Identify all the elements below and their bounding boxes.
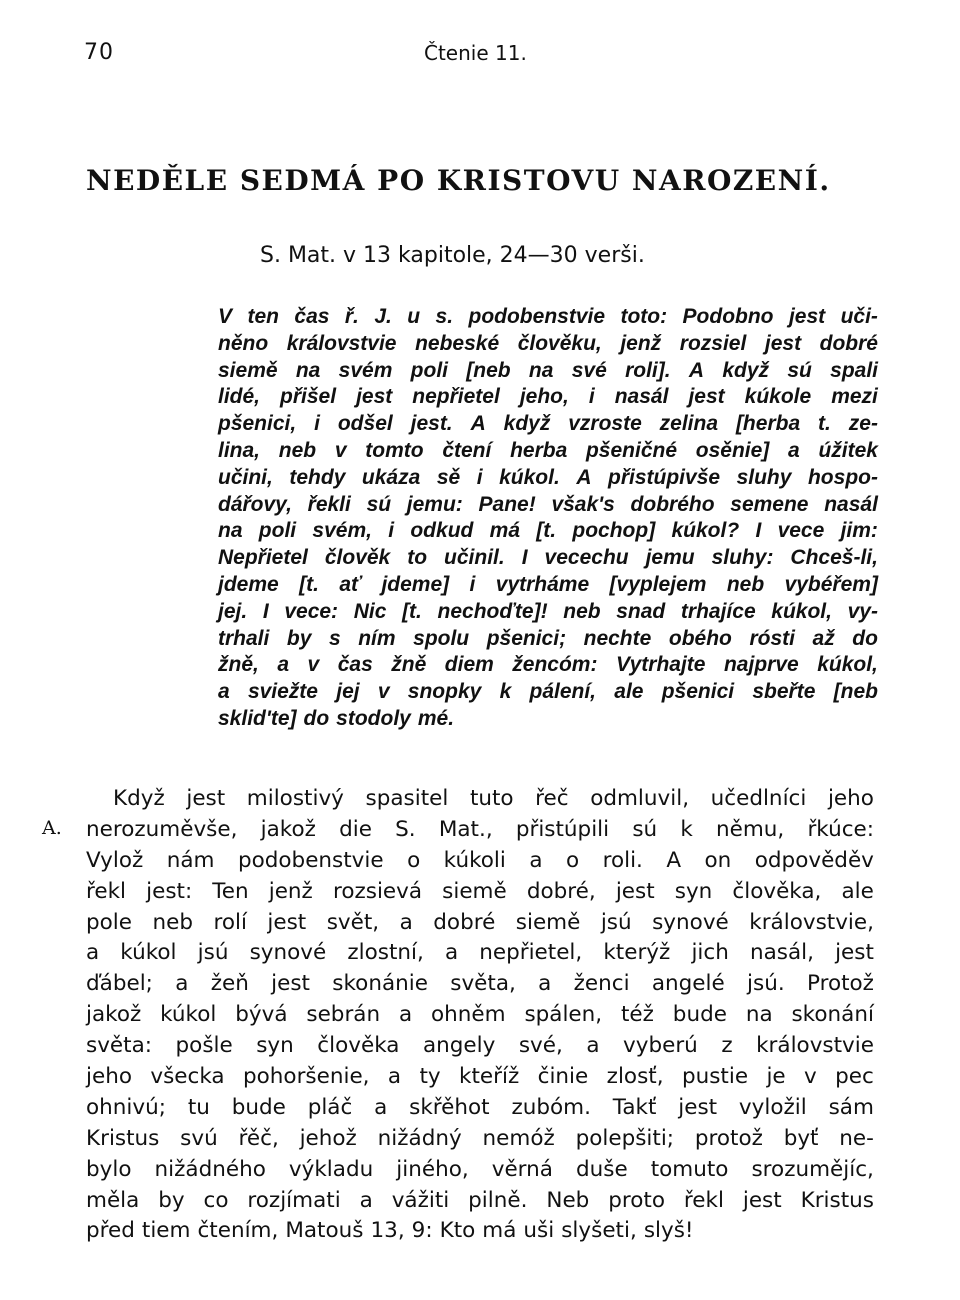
gospel-line: trhali by s ním spolu pšenici; nechte obého rósti až do bbox=[218, 626, 878, 650]
commentary-line: a kúkol jsú synové zlostní, a nepřietel, kterýž jich nasál, jest bbox=[86, 940, 874, 966]
commentary-line: měla by co rozjímati a vážiti pilně. Neb proto řekl jest Kristus bbox=[86, 1187, 874, 1213]
gospel-line: jdeme [t. ať jdeme] i vytrháme [vyplejem neb vybéřem] bbox=[218, 572, 878, 596]
commentary-line: jakož kúkol bývá sebrán a ohněm spálen, též bude na skonání bbox=[86, 1002, 874, 1028]
gospel-line: na poli svém, i odkud má [t. pochop] kúkol? I vece jim: bbox=[218, 519, 878, 543]
commentary-line: ohnivú; tu bude pláč a skřěhot zubóm. Takť jest vyložil sám bbox=[86, 1094, 874, 1120]
commentary-line: pole neb rolí jest svět, a dobré siemě jsú synové královstvie, bbox=[86, 909, 874, 935]
gospel-line: žně, a v čas žně diem žencóm: Vytrhajte najprve kúkol, bbox=[218, 653, 878, 677]
commentary-line: nerozuměvše, jakož die S. Mat., přistúpili sú k němu, řkúce: bbox=[86, 816, 874, 842]
gospel-line: dářovy, řekli sú jemu: Pane! však's dobrého semene nasál bbox=[218, 492, 878, 516]
gospel-line: V ten čas ř. J. u s. podobenstvie toto: Podobno jest uči- bbox=[218, 305, 878, 328]
gospel-reading bbox=[218, 304, 878, 733]
commentary-line: Když jest milostivý spasitel tuto řeč odmluvil, učedlníci jeho bbox=[113, 786, 874, 811]
gospel-line: něno královstvie nebeské člověku, jenž rozsiel jest dobré bbox=[218, 331, 878, 355]
commentary-line: bylo nižádného výkladu jiného, věrná duše tomuto srozumějíc, bbox=[86, 1156, 874, 1182]
commentary-line: řekl jest: Ten jenž rozsievá siemě dobré, jest syn člověka, ale bbox=[86, 878, 874, 904]
commentary-paragraph bbox=[86, 784, 874, 1247]
chapter-title: NEDĚLE SEDMÁ PO KRISTOVU NAROZENÍ. bbox=[86, 164, 831, 197]
gospel-line: učini, tehdy ukáza sě i kúkol. A přistúpivše sluhy hospo- bbox=[218, 465, 878, 489]
gospel-line: lina, neb v tomto čtení herba pšeničné osěnie] a úžitek bbox=[218, 438, 878, 462]
gospel-line: jej. I vece: Nic [t. nechoďte]! neb snad trhajíce kúkol, vy- bbox=[218, 599, 878, 623]
commentary-line: Vylož nám podobenstvie o kúkoli a o roli. A on odpověděv bbox=[86, 847, 874, 873]
commentary-line: ďábel; a žeň jest skonánie světa, a ženci angelé jsú. Protož bbox=[86, 971, 874, 997]
gospel-line: siemě na svém poli [neb na své roli]. A když sú spali bbox=[218, 358, 878, 382]
scripture-citation: S. Mat. v 13 kapitole, 24—30 verši. bbox=[260, 243, 645, 268]
margin-mark: A. bbox=[42, 817, 62, 839]
commentary-line: před tiem čtením, Matouš 13, 9: Kto má uši slyšeti, slyš! bbox=[86, 1218, 694, 1244]
commentary-line: jeho všecka pohoršenie, a ty kteříž činie zlosť, pustie je v pec bbox=[86, 1064, 874, 1090]
commentary-line: Kristus svú řěč, jehož nižádný nemóž polepšiti; protož byť ne- bbox=[86, 1125, 874, 1151]
commentary-line: světa: pošle syn člověka angely své, a vyberú z královstvie bbox=[86, 1033, 874, 1059]
gospel-line: Nepřietel člověk to učinil. I vecechu jemu sluhy: Chceš-li, bbox=[218, 546, 878, 570]
gospel-line: pšenici, i odšel jest. A když vzroste zelina [herba t. ze- bbox=[218, 412, 878, 436]
gospel-line: a sviežte jej v snopky k pálení, ale pšenici sbeřte [neb bbox=[218, 680, 878, 704]
page-number: 70 bbox=[84, 40, 114, 65]
gospel-line: lidé, přišel jest nepřietel jeho, i nasál jest kúkole mezi bbox=[218, 385, 878, 409]
running-head: Čtenie 11. bbox=[424, 41, 527, 65]
gospel-line: sklid'te] do stodoly mé. bbox=[218, 706, 455, 730]
